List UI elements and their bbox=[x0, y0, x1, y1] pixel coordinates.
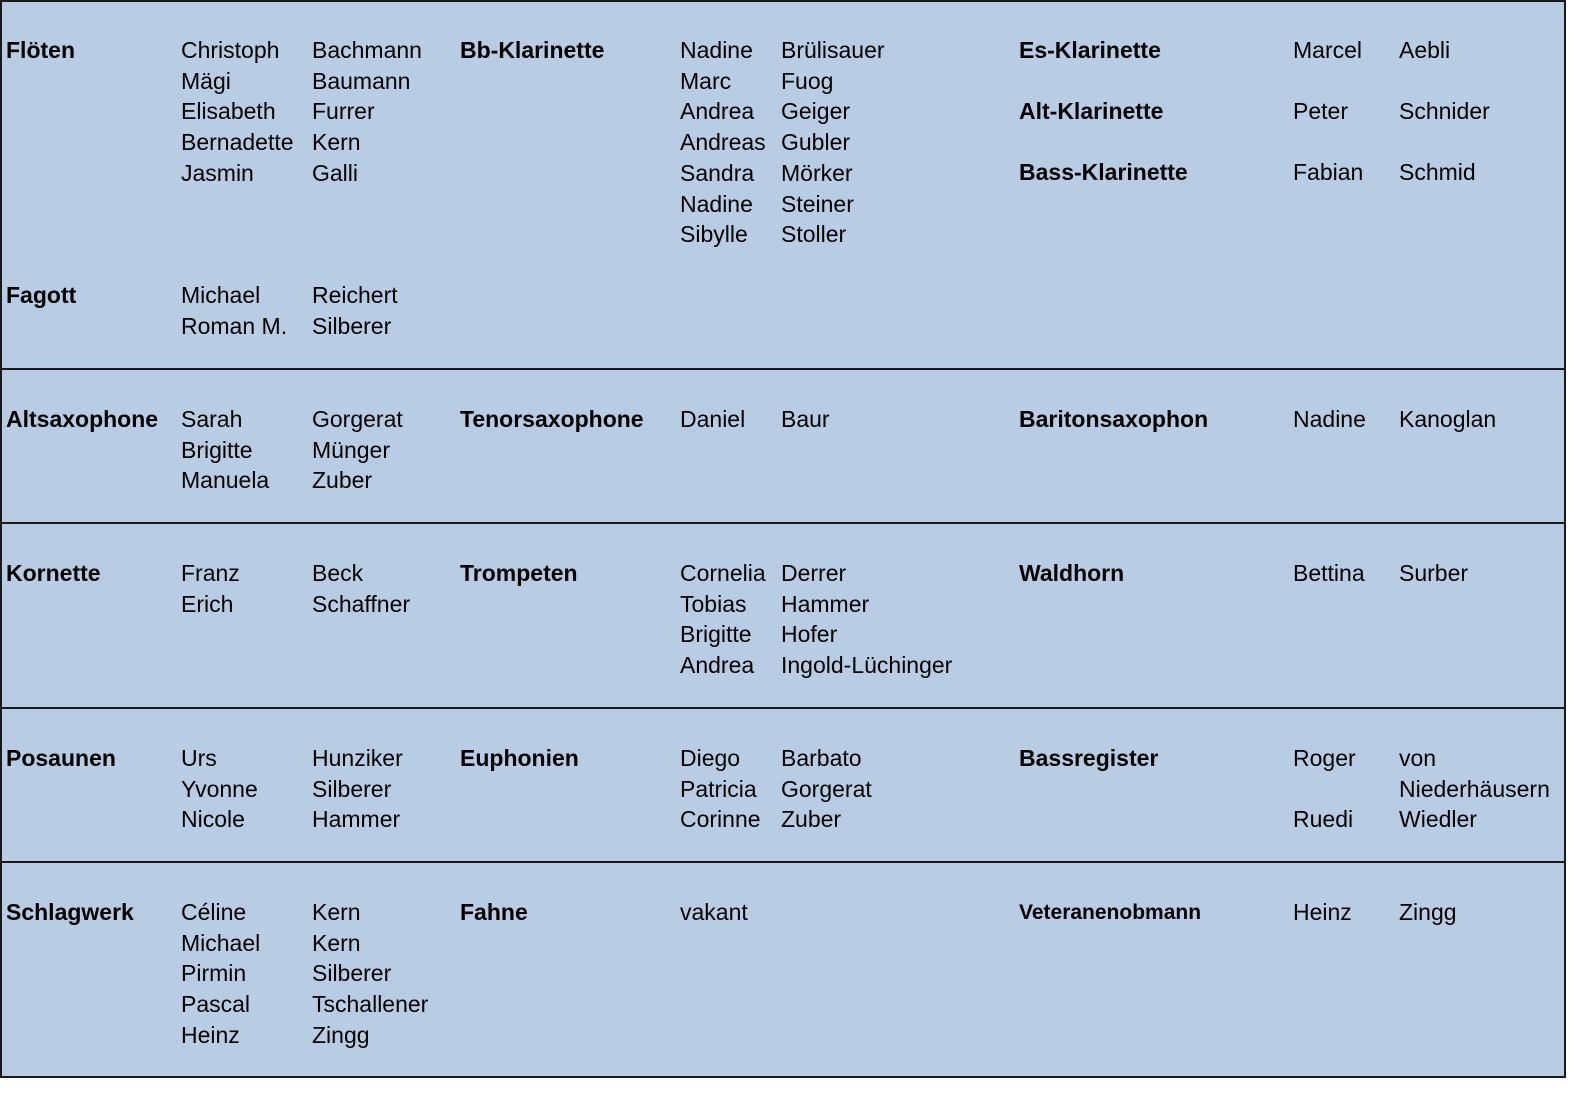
member-last-name: Gorgerat bbox=[781, 776, 872, 802]
member-first-name: Daniel bbox=[680, 406, 746, 432]
member-first-name: Christoph bbox=[181, 37, 280, 63]
section-divider bbox=[2, 707, 1564, 709]
member-last-name: Silberer bbox=[312, 313, 392, 339]
member-first-name: Céline bbox=[181, 899, 247, 925]
instrument-heading: Veteranenobmann bbox=[1019, 901, 1202, 924]
section-divider bbox=[2, 368, 1564, 370]
member-first-name: Andrea bbox=[680, 652, 755, 678]
member-first-name: Yvonne bbox=[181, 776, 258, 802]
member-last-name: Niederhäusern bbox=[1399, 776, 1550, 802]
member-last-name: Silberer bbox=[312, 960, 392, 986]
instrument-heading: Es-Klarinette bbox=[1019, 37, 1161, 63]
instrument-heading: Posaunen bbox=[6, 745, 116, 771]
member-last-name: Geiger bbox=[781, 98, 851, 124]
instrument-heading: Alt-Klarinette bbox=[1019, 98, 1164, 124]
member-last-name: Hammer bbox=[312, 806, 401, 832]
member-last-name: Galli bbox=[312, 160, 359, 186]
member-last-name: Kanoglan bbox=[1399, 406, 1497, 432]
member-last-name: von bbox=[1399, 745, 1437, 771]
instrument-heading: Kornette bbox=[6, 560, 101, 586]
member-last-name: Kern bbox=[312, 899, 361, 925]
instrument-heading: Euphonien bbox=[460, 745, 579, 771]
member-last-name: Gorgerat bbox=[312, 406, 403, 432]
member-last-name: Bachmann bbox=[312, 37, 422, 63]
member-first-name: Sandra bbox=[680, 160, 755, 186]
member-first-name: Heinz bbox=[1293, 899, 1352, 925]
member-last-name: Zuber bbox=[312, 467, 373, 493]
member-first-name: Corinne bbox=[680, 806, 761, 832]
instrument-heading: Bass-Klarinette bbox=[1019, 159, 1188, 185]
member-last-name: Beck bbox=[312, 560, 364, 586]
member-last-name: Zingg bbox=[312, 1022, 370, 1048]
member-first-name: Marcel bbox=[1293, 37, 1363, 63]
member-first-name: Michael bbox=[181, 930, 261, 956]
member-last-name: Silberer bbox=[312, 776, 392, 802]
member-last-name: Fuog bbox=[781, 68, 834, 94]
member-last-name: Hofer bbox=[781, 621, 838, 647]
member-first-name: Sibylle bbox=[680, 221, 748, 247]
member-first-name: Manuela bbox=[181, 467, 270, 493]
section-divider bbox=[2, 861, 1564, 863]
member-last-name: Barbato bbox=[781, 745, 862, 771]
member-first-name: Tobias bbox=[680, 591, 747, 617]
member-last-name: Hunziker bbox=[312, 745, 403, 771]
member-first-name: Michael bbox=[181, 282, 261, 308]
section-divider bbox=[2, 522, 1564, 524]
member-first-name: Nicole bbox=[181, 806, 245, 832]
member-first-name: Pascal bbox=[181, 991, 251, 1017]
member-last-name: Baumann bbox=[312, 68, 411, 94]
instrument-heading: Bb-Klarinette bbox=[460, 37, 605, 63]
member-last-name: Reichert bbox=[312, 282, 398, 308]
member-first-name: Cornelia bbox=[680, 560, 766, 586]
instrument-heading: Tenorsaxophone bbox=[460, 406, 644, 432]
member-first-name: Roman M. bbox=[181, 313, 288, 339]
member-last-name: Mörker bbox=[781, 160, 853, 186]
member-first-name: Erich bbox=[181, 591, 234, 617]
instrument-heading: Fahne bbox=[460, 899, 528, 925]
member-last-name: Ingold-Lüchinger bbox=[781, 652, 953, 678]
member-first-name: Andreas bbox=[680, 129, 766, 155]
member-first-name: Heinz bbox=[181, 1022, 240, 1048]
instrument-heading: Bassregister bbox=[1019, 745, 1159, 771]
member-last-name: Baur bbox=[781, 406, 830, 432]
member-last-name: Wiedler bbox=[1399, 806, 1477, 832]
member-last-name: Kern bbox=[312, 930, 361, 956]
instrument-heading: Fagott bbox=[6, 282, 77, 308]
member-last-name: Furrer bbox=[312, 98, 375, 124]
member-last-name: Zingg bbox=[1399, 899, 1457, 925]
member-last-name: Gubler bbox=[781, 129, 851, 155]
instrument-heading: Schlagwerk bbox=[6, 899, 134, 925]
member-last-name: Schmid bbox=[1399, 159, 1476, 185]
member-last-name: Hammer bbox=[781, 591, 870, 617]
member-last-name: Aebli bbox=[1399, 37, 1451, 63]
member-first-name: Urs bbox=[181, 745, 217, 771]
member-first-name: Fabian bbox=[1293, 159, 1364, 185]
member-first-name: Nadine bbox=[680, 191, 753, 217]
member-last-name: Zuber bbox=[781, 806, 842, 832]
member-last-name: Surber bbox=[1399, 560, 1469, 586]
member-first-name: Franz bbox=[181, 560, 240, 586]
member-last-name: Derrer bbox=[781, 560, 847, 586]
member-last-name: Kern bbox=[312, 129, 361, 155]
member-first-name: Patricia bbox=[680, 776, 757, 802]
instrument-heading: Baritonsaxophon bbox=[1019, 406, 1209, 432]
member-last-name: Münger bbox=[312, 437, 390, 463]
member-first-name: Diego bbox=[680, 745, 741, 771]
member-last-name: Schnider bbox=[1399, 98, 1490, 124]
member-first-name: Pirmin bbox=[181, 960, 247, 986]
member-first-name: Ruedi bbox=[1293, 806, 1354, 832]
member-first-name: Marc bbox=[680, 68, 732, 94]
member-last-name: Tschallener bbox=[312, 991, 429, 1017]
member-first-name: Nadine bbox=[680, 37, 753, 63]
member-first-name: Bernadette bbox=[181, 129, 294, 155]
member-last-name: Schaffner bbox=[312, 591, 411, 617]
member-first-name: Andrea bbox=[680, 98, 755, 124]
member-first-name: Jasmin bbox=[181, 160, 254, 186]
instrument-heading: Flöten bbox=[6, 37, 75, 63]
instrument-heading: Trompeten bbox=[460, 560, 578, 586]
member-last-name: Brülisauer bbox=[781, 37, 885, 63]
member-first-name: Roger bbox=[1293, 745, 1356, 771]
member-first-name: Bettina bbox=[1293, 560, 1365, 586]
member-first-name: Nadine bbox=[1293, 406, 1366, 432]
member-first-name: Mägi bbox=[181, 68, 231, 94]
member-first-name: Elisabeth bbox=[181, 98, 276, 124]
member-first-name: Brigitte bbox=[680, 621, 752, 647]
member-last-name: Steiner bbox=[781, 191, 854, 217]
member-first-name: vakant bbox=[680, 899, 748, 925]
member-last-name: Stoller bbox=[781, 221, 847, 247]
instrument-heading: Waldhorn bbox=[1019, 560, 1125, 586]
member-first-name: Brigitte bbox=[181, 437, 253, 463]
member-first-name: Sarah bbox=[181, 406, 243, 432]
member-first-name: Peter bbox=[1293, 98, 1348, 124]
instrument-heading: Altsaxophone bbox=[6, 406, 159, 432]
